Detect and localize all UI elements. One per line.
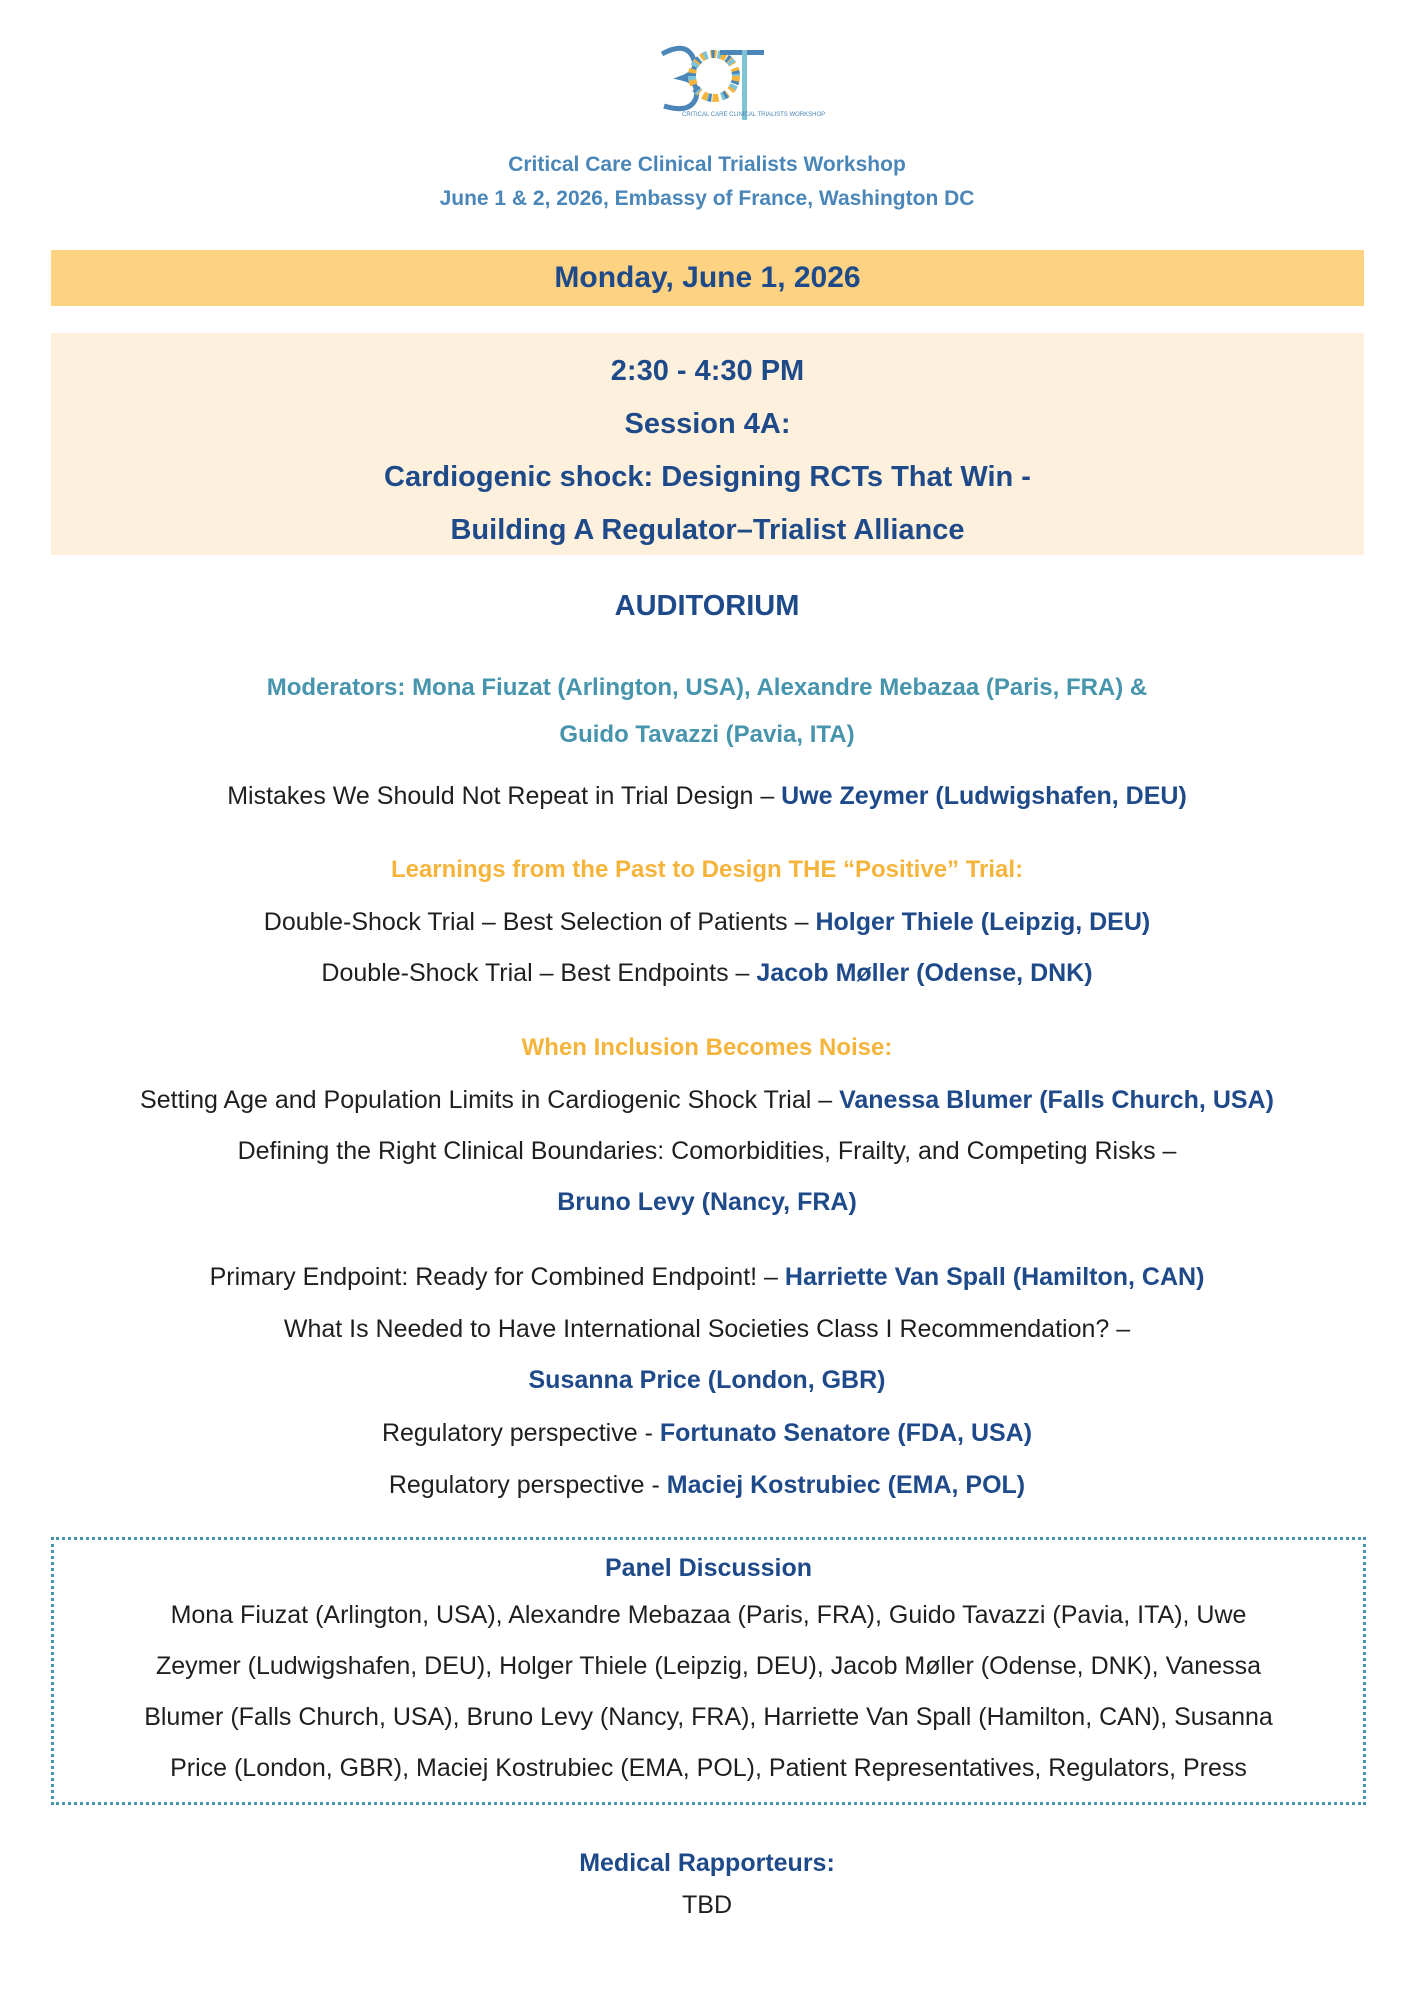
day-banner: Monday, June 1, 2026 [51,250,1364,306]
talk-title: Double-Shock Trial – Best Endpoints – [321,959,757,987]
talk-speaker: Maciej Kostrubiec (EMA, POL) [666,1471,1026,1499]
panel-discussion-box [51,1537,1366,1805]
talk-item [0,897,1414,948]
moderators-line2: Guido Tavazzi (Pavia, ITA) [559,721,855,748]
talk-item [0,1252,1414,1303]
talk-title: Regulatory perspective - [381,1419,660,1447]
talk-speaker: Jacob Møller (Odense, DNK) [756,959,1093,987]
panel-line: Mona Fiuzat (Arlington, USA), Alexandre Mebazaa (Paris, FRA), Guido Tavazzi (Pavia, ITA), Uwe [170,1601,1247,1629]
rapporteurs-value: TBD [682,1891,732,1919]
talk-item [0,771,1414,822]
talk-title: Primary Endpoint: Ready for Combined Endpoint! – [209,1263,785,1291]
rapporteurs-title: Medical Rapporteurs: [579,1849,835,1877]
talk-item [0,1126,1414,1228]
panel-line: Price (London, GBR), Maciej Kostrubiec (EMA, POL), Patient Representatives, Regulators, Press [170,1754,1247,1782]
panel-title: Panel Discussion [604,1554,813,1582]
talk-speaker: Fortunato Senatore (FDA, USA) [659,1419,1033,1447]
logo [0,40,1414,135]
talk-title: Mistakes We Should Not Repeat in Trial Design – [227,782,782,810]
room-name: AUDITORIUM [614,590,800,622]
section-heading: Learnings from the Past to Design THE “Positive” Trial: [390,856,1024,883]
talk-speaker: Harriette Van Spall (Hamilton, CAN) [784,1263,1205,1291]
session-header [51,333,1364,555]
section-heading: When Inclusion Becomes Noise: [521,1034,893,1061]
talk-item [0,1075,1414,1126]
event-info: June 1 & 2, 2026, Embassy of France, Washington DC [439,187,975,210]
talk-title: Setting Age and Population Limits in Cardiogenic Shock Trial – [140,1086,840,1114]
session-number: Session 4A: [624,408,791,440]
talk-speaker: Uwe Zeymer (Ludwigshafen, DEU) [781,782,1187,810]
c3t-logo-icon [642,40,826,130]
session-time: 2:30 - 4:30 PM [610,355,805,387]
panel-line: Blumer (Falls Church, USA), Bruno Levy (Nancy, FRA), Harriette Van Spall (Hamilton, CAN), Susanna [144,1703,1273,1731]
talk-item [0,1304,1414,1406]
talk-title: What Is Needed to Have International Societies Class I Recommendation? – [283,1315,1131,1343]
talk-item [0,1408,1414,1459]
session-title-line2: Building A Regulator–Trialist Alliance [450,514,965,546]
org-name: Critical Care Clinical Trialists Workshop [508,153,906,176]
talk-speaker: Bruno Levy (Nancy, FRA) [557,1188,857,1216]
talk-item [0,948,1414,999]
moderators-line1: Moderators: Mona Fiuzat (Arlington, USA), Alexandre Mebazaa (Paris, FRA) & [266,674,1148,701]
talk-item [0,1460,1414,1511]
moderators [0,664,1414,758]
talk-title: Double-Shock Trial – Best Selection of Patients – [263,908,816,936]
talk-title: Regulatory perspective - [388,1471,667,1499]
event-header [0,148,1414,216]
talk-speaker: Susanna Price (London, GBR) [528,1366,886,1394]
panel-participants [54,1590,1363,1794]
session-title-line1: Cardiogenic shock: Designing RCTs That Win - [384,461,1031,493]
panel-line: Zeymer (Ludwigshafen, DEU), Holger Thiele (Leipzig, DEU), Jacob Møller (Odense, DNK), Vanessa [155,1652,1262,1680]
logo-text: CRITICAL CARE CLINICAL TRIALISTS WORKSHOP [682,112,826,118]
talk-speaker: Vanessa Blumer (Falls Church, USA) [839,1086,1274,1114]
talk-title: Defining the Right Clinical Boundaries: Comorbidities, Frailty, and Competing Risks – [237,1137,1177,1165]
talk-speaker: Holger Thiele (Leipzig, DEU) [815,908,1151,936]
